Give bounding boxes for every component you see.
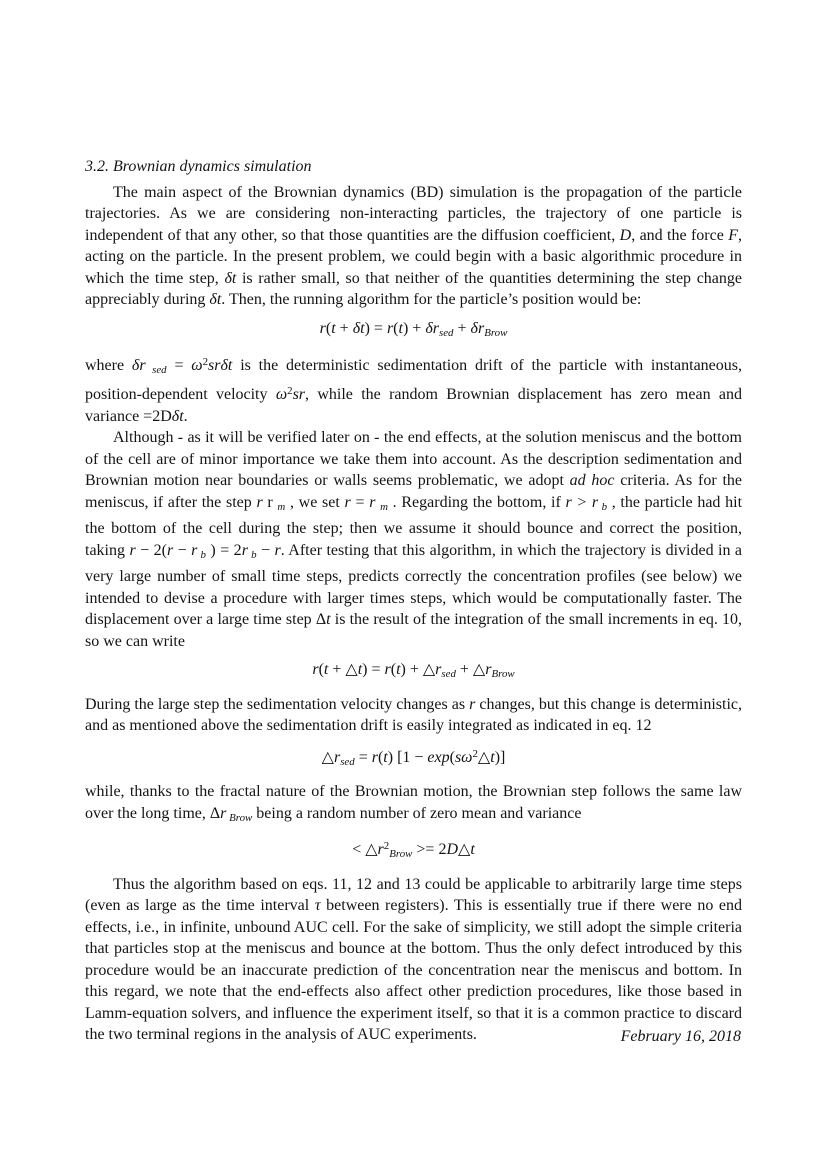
text-run: >= 2 [412, 841, 447, 859]
text-run: r [129, 541, 136, 559]
text-run: r [262, 493, 278, 511]
subscript: sed [438, 326, 454, 339]
text-run: = [350, 493, 370, 511]
paragraph [85, 352, 742, 427]
text-run: r [371, 748, 378, 766]
text-run: ) [1 − [387, 748, 428, 766]
text-run: Although - as it will be verified later on - the end effects, at the solution meniscus and the bottom of the cell are of minor importance we take them into account. As the description sedimentation and Brownian motion near boundaries or walls seems problematic, we adopt [85, 429, 742, 490]
text-run: r [344, 493, 351, 511]
text-run: △ [458, 841, 471, 859]
text-run: ω [191, 356, 203, 374]
text-run: t [490, 748, 495, 766]
subscript: b [598, 500, 608, 513]
text-run: )] [494, 748, 506, 766]
text-run: ) = [362, 661, 385, 679]
text-run: ( [318, 661, 324, 679]
text-run: r [274, 541, 281, 559]
superscript: 2 [202, 356, 209, 369]
text-run: < △ [352, 841, 378, 859]
text-run: δr [470, 319, 485, 337]
text-run: The main aspect of the Brownian dynamics (BD) simulation is the propagation of the particle trajectories. As we are considering non-interacting particles, the trajectory of one particle is independent of that any other, so that those quantities are the diffusion coefficient, [85, 183, 742, 244]
text-run: r [191, 541, 198, 559]
superscript: 2 [383, 840, 390, 853]
text-run: ( [390, 661, 397, 679]
text-run: , and the force [631, 226, 729, 244]
text-run: , the particle had hit the bottom of the cell during the step; then we assume it should bounce and correct the position, taking [85, 493, 743, 559]
text-run: is the deterministic sedimentation drift of the particle with instantaneous, position-dependent velocity [85, 356, 743, 404]
text-run: D [619, 226, 632, 244]
text-run: t [323, 661, 329, 679]
page-body [85, 182, 742, 1046]
text-run: being a random number of zero mean and variance [252, 804, 582, 822]
paragraph [85, 694, 742, 737]
equation [85, 836, 742, 865]
text-run: while, thanks to the fractal nature of the Brownian motion, the Brownian step follows the same law over the long time, Δ [85, 783, 742, 822]
text-run: t [326, 611, 331, 629]
subscript: Brow [226, 811, 253, 824]
subscript: b [197, 548, 206, 561]
text-run: = [354, 748, 372, 766]
text-run: exp [427, 748, 450, 766]
text-run: − [173, 541, 192, 559]
text-run: t [396, 661, 401, 679]
subscript: m [380, 500, 388, 513]
text-run: r [256, 493, 263, 511]
text-run: + △ [455, 661, 486, 679]
text-run: r [369, 493, 376, 511]
text-run: between registers). This is essentially true if there were no end effects, i.e., in infinite, unbound AUC cell. For the sake of simplicity, we still adopt the simple criteria that particles stop at the meniscus and bounce at the bottom. Thus the only defect introduced by this procedure would be an inaccurate prediction of the concentration near the meniscus and bottom. In this regard, we note that the end-effects also affect other prediction procedures, like those based in Lamm-equation solvers, and influence the experiment itself, so that it is a common practice to discard the two terminal regions in the analysis of AUC experiments. [85, 897, 743, 1044]
paragraph [85, 427, 742, 652]
text-run: r [377, 841, 384, 859]
text-run: δr [131, 356, 146, 374]
equation [85, 744, 742, 773]
subscript: Brow [389, 848, 413, 861]
text-run: ) = 2 [205, 541, 242, 559]
text-run: ( [449, 748, 455, 766]
text-run: = [166, 356, 192, 374]
text-run: . Then, the running algorithm for the particle’s position would be: [221, 291, 642, 308]
text-run: ) + [402, 319, 426, 337]
text-run: τ [314, 897, 321, 915]
text-run: . Regarding the bottom, if [387, 493, 566, 511]
text-run: r [386, 319, 394, 337]
text-run: δt [352, 319, 365, 337]
text-run: r [435, 661, 442, 679]
text-run: + [453, 319, 471, 337]
subscript: m [277, 500, 286, 513]
text-run: + △ [328, 661, 358, 679]
text-run: 3.2. Brownian dynamics simulation [85, 158, 312, 175]
text-run: criteria. As for the meniscus, if after the step [85, 472, 742, 511]
text-run: t [470, 841, 475, 859]
text-run: F [728, 226, 738, 244]
text-run: ( [377, 748, 384, 766]
text-run: srδt [208, 356, 233, 374]
text-run: δr [425, 319, 439, 337]
paragraph [85, 781, 742, 829]
text-run: r [319, 319, 326, 337]
text-run: ( [393, 319, 399, 337]
equation [85, 318, 742, 345]
equation [85, 659, 742, 686]
text-column [85, 156, 742, 1046]
text-run: is rather small, so that neither of the quantities determining the step change appreciably during [85, 269, 742, 308]
text-run: changes, but this change is deterministic, and as mentioned above the sedimentation drift is easily integrated as indicated in eq. 12 [85, 695, 742, 735]
text-run: r [485, 661, 492, 679]
text-run: . [183, 407, 188, 425]
text-run: + [335, 319, 353, 337]
subscript: sed [145, 363, 167, 376]
text-run: Thus the algorithm based on eqs. 11, 12 and 13 could be applicable to arbitrarily large time steps (even as large as the time interval [85, 875, 742, 915]
date-stamp: February 16, 2018 [620, 1028, 741, 1045]
subscript: Brow [491, 668, 515, 681]
text-run: t [357, 661, 363, 679]
text-run: ad hoc [569, 472, 615, 490]
text-run: sω [454, 748, 473, 766]
text-run: t [398, 319, 403, 337]
text-run: r [166, 541, 174, 559]
text-run: , acting on the particle. In the present problem, we could begin with a basic algorithmic procedure in which the time step, [85, 226, 742, 287]
text-run: r [241, 541, 248, 559]
superscript: 2 [472, 747, 478, 760]
text-run: r [469, 695, 476, 713]
text-run: δt [171, 407, 184, 425]
text-run: D [446, 841, 458, 859]
paragraph [85, 182, 742, 311]
text-run: t [331, 319, 336, 337]
text-run: ( [325, 319, 332, 337]
subscript: b [247, 548, 257, 561]
text-run: is the result of the integration of the small increments in eq. 10, so we can write [85, 611, 742, 650]
subscript: sed [340, 755, 355, 768]
text-run: δt [209, 291, 222, 308]
text-run: r [312, 661, 319, 679]
text-run: △ [477, 748, 491, 766]
text-run: ) = [364, 319, 387, 337]
text-run: where [85, 356, 132, 374]
text-run: sr [292, 386, 306, 404]
subscript: Brow [484, 326, 508, 339]
text-run: ω [275, 386, 288, 404]
text-run: − [256, 541, 275, 559]
text-run: − 2( [135, 541, 167, 559]
text-run: . After testing that this algorithm, in which the trajectory is divided in a very large number of small time steps, predicts correctly the concentration profiles (see below) we intended to devise a procedure with larger times steps, which would be computationally faster. The displacement over a large time step Δ [85, 541, 743, 629]
text-run: r [384, 661, 391, 679]
text-run: , we set [285, 493, 345, 511]
text-run: t [383, 748, 388, 766]
superscript: 2 [287, 385, 293, 398]
text-run: r [333, 748, 341, 766]
section-heading [85, 156, 742, 178]
text-run: r [220, 804, 227, 822]
text-run: δt [224, 269, 237, 287]
text-run: △ [321, 748, 334, 766]
text-run: , while the random Brownian displacement has zero mean and variance =2D [85, 386, 742, 425]
text-run: During the large step the sedimentation velocity changes as [85, 695, 470, 713]
subscript: sed [441, 668, 456, 681]
text-run: r > r [565, 493, 599, 511]
text-run: ) + △ [400, 661, 436, 679]
paragraph [85, 874, 742, 1046]
